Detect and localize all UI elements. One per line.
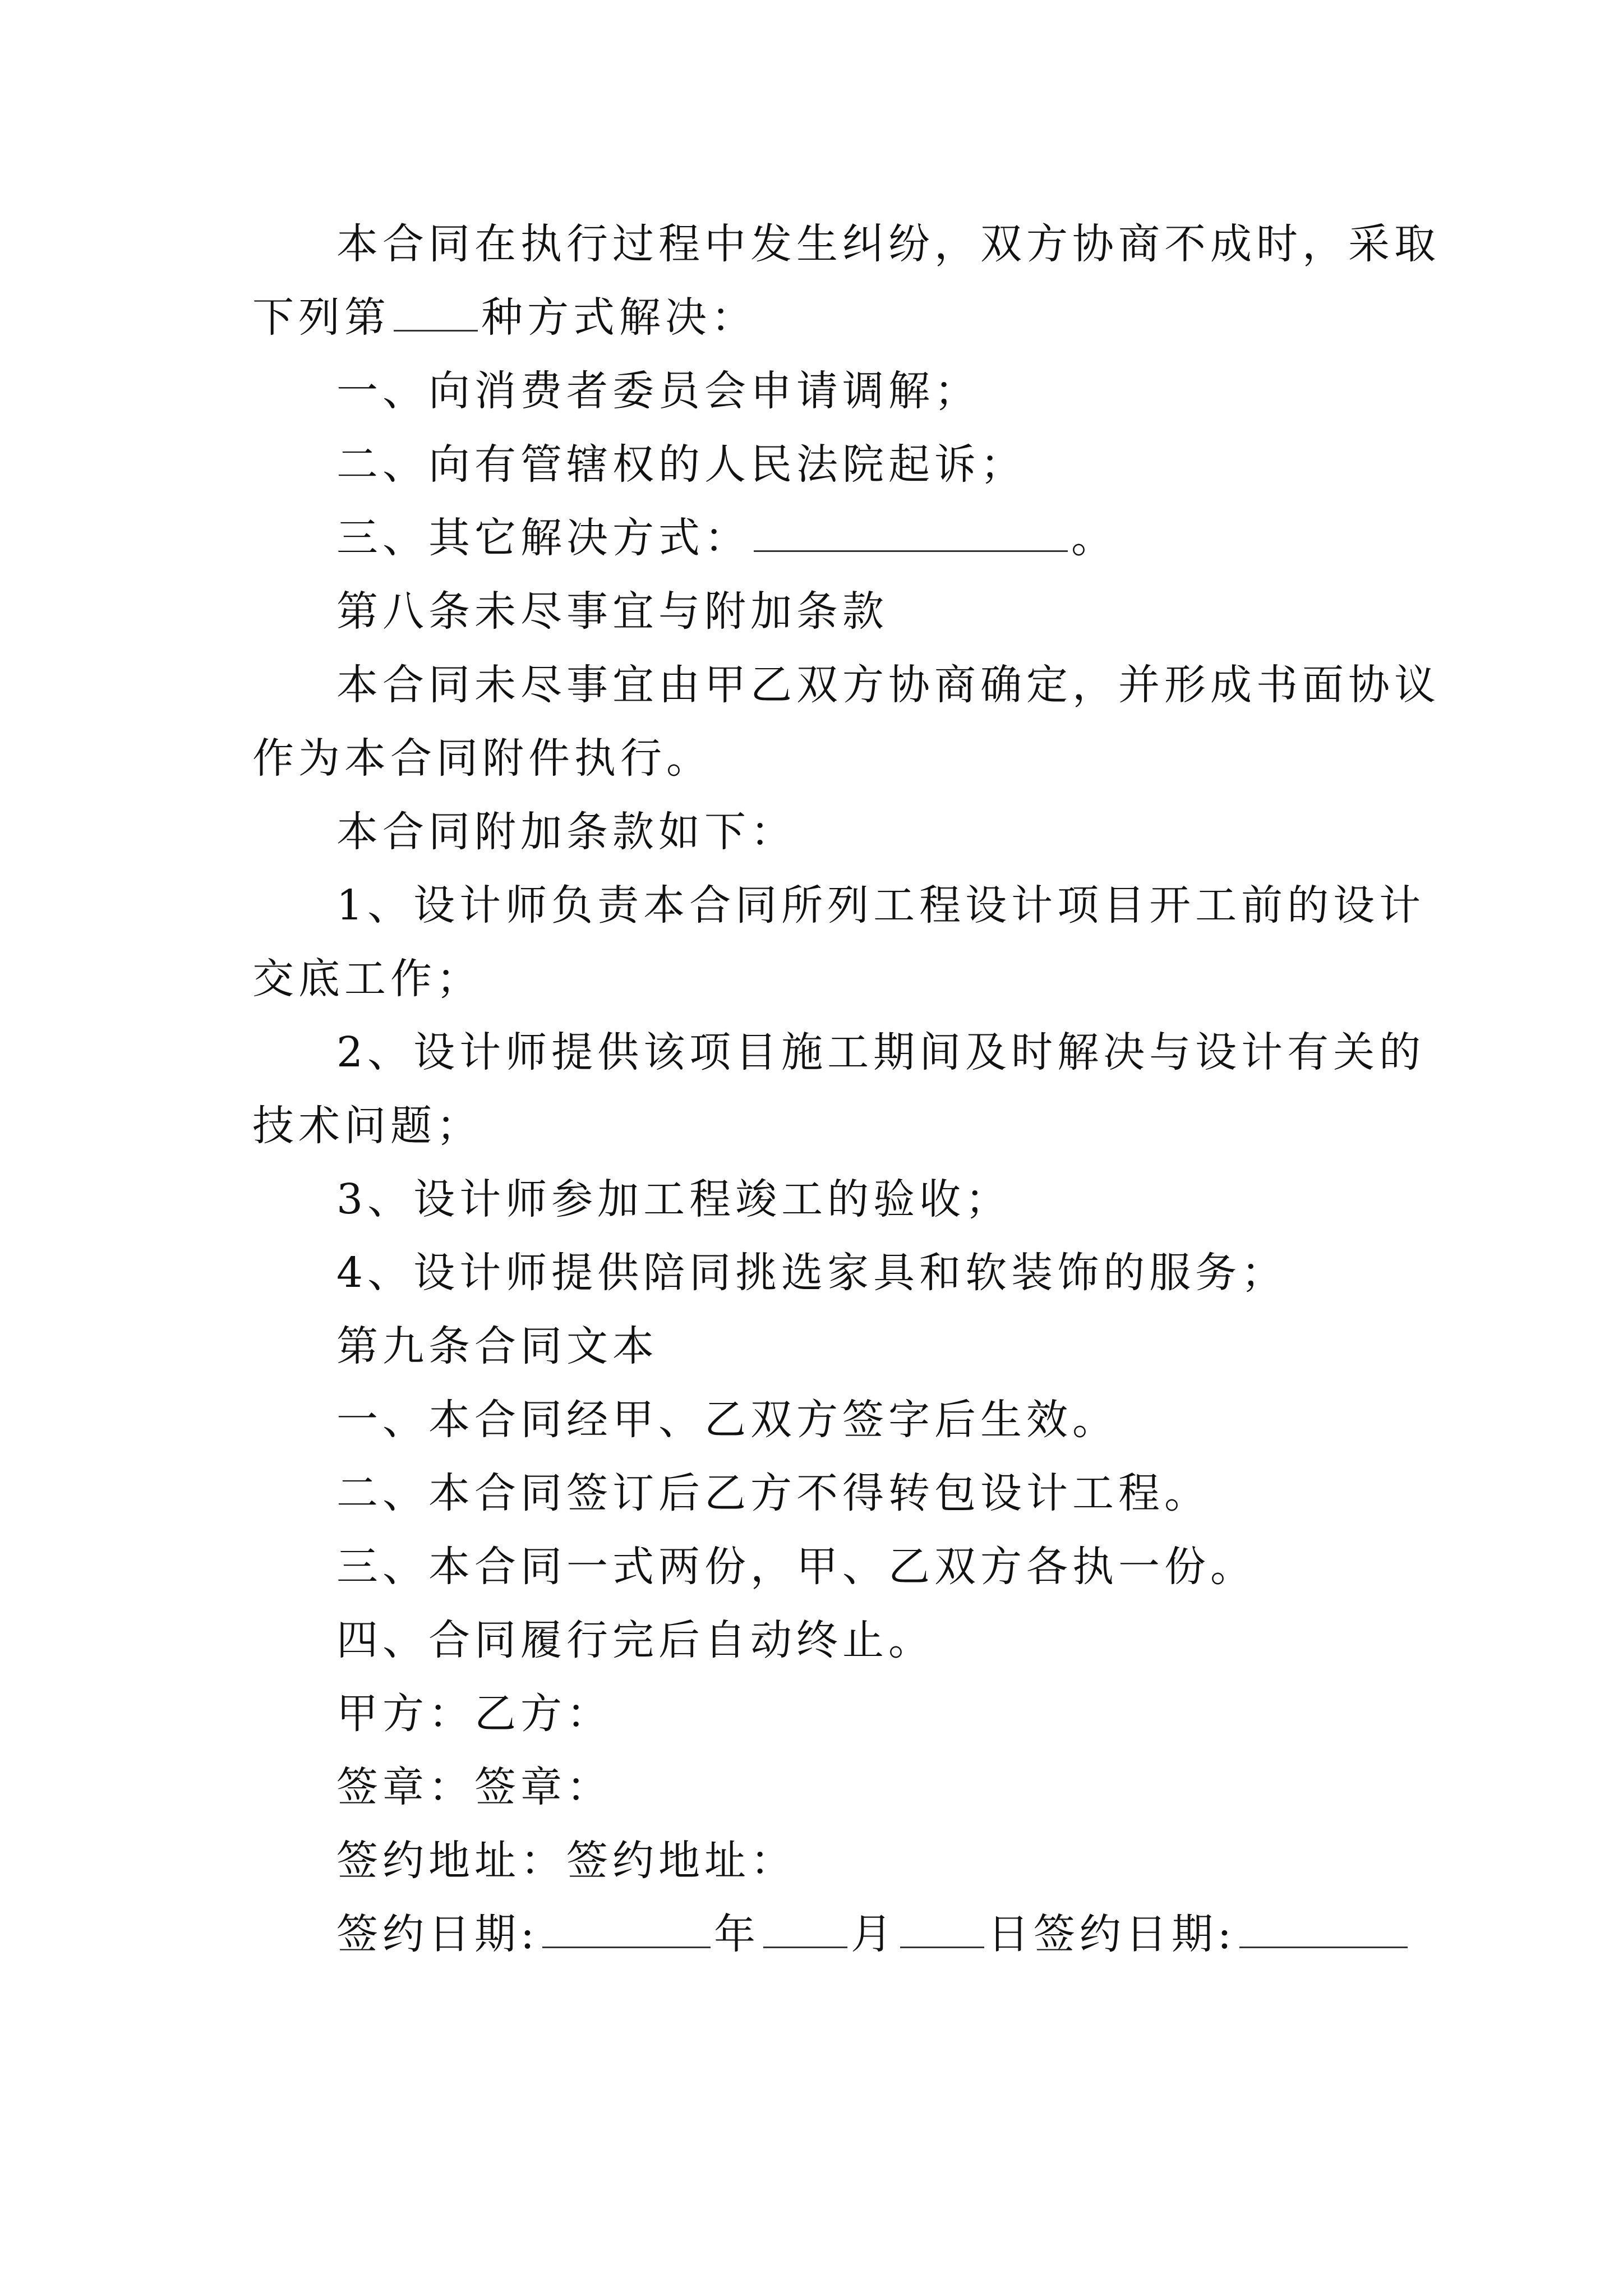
dispute-text-prefix: 下列第 xyxy=(252,293,390,342)
seal-line: 签章：签章： xyxy=(336,1763,612,1811)
clause-2-line1: 2、设计师提供该项目施工期间及时解决与设计有关的 xyxy=(336,1028,1426,1076)
year-label: 年 xyxy=(713,1910,760,1958)
article9-item-1: 一、本合同经甲、乙双方签字后生效。 xyxy=(336,1396,1118,1444)
dispute-option-3-end: 。 xyxy=(1071,514,1117,562)
article9-item-4: 四、合同履行完后自动终止。 xyxy=(336,1616,934,1664)
party-line: 甲方：乙方： xyxy=(336,1690,612,1738)
clause-4: 4、设计师提供陪同挑选家具和软装饰的服务； xyxy=(336,1249,1288,1297)
dispute-option-3 xyxy=(252,501,1388,575)
second-date-blank xyxy=(1239,1904,1408,1948)
day-blank xyxy=(900,1904,984,1948)
dispute-option-3-label: 三、其它解决方式： xyxy=(336,514,750,562)
signing-date-line xyxy=(252,1898,1388,1971)
day-and-second-date-label: 日签约日期: xyxy=(987,1910,1236,1958)
year-blank xyxy=(542,1904,711,1948)
article8-paragraph-line1: 本合同未尽事宜由甲乙双方协商确定，并形成书面协议 xyxy=(336,661,1440,709)
month-label: 月 xyxy=(850,1910,897,1958)
article8-paragraph-line2: 作为本合同附件执行。 xyxy=(252,734,712,783)
other-method-blank xyxy=(754,508,1068,552)
article9-item-3: 三、本合同一式两份，甲、乙双方各执一份。 xyxy=(336,1543,1256,1591)
month-blank xyxy=(763,1904,847,1948)
address-line: 签约地址：签约地址： xyxy=(336,1837,796,1885)
additional-terms-intro: 本合同附加条款如下： xyxy=(336,808,796,856)
dispute-paragraph-line1: 本合同在执行过程中发生纠纷，双方协商不成时，采取 xyxy=(336,220,1440,268)
clause-2-line2: 技术问题； xyxy=(252,1102,482,1150)
article9-title: 第九条合同文本 xyxy=(336,1322,658,1370)
article8-title: 第八条未尽事宜与附加条款 xyxy=(336,587,888,636)
clause-3: 3、设计师参加工程竣工的验收； xyxy=(336,1175,1012,1223)
clause-1-line1: 1、设计师负责本合同所列工程设计项目开工前的设计 xyxy=(336,881,1426,930)
clause-1-line2: 交底工作； xyxy=(252,955,482,1003)
dispute-option-2: 二、向有管辖权的人民法院起诉； xyxy=(336,440,1026,489)
document-body xyxy=(252,208,1440,1971)
dispute-text-suffix: 种方式解决： xyxy=(481,293,757,342)
dispute-paragraph-line2 xyxy=(252,281,1388,355)
signing-date-label: 签约日期: xyxy=(336,1910,539,1958)
article9-item-2: 二、本合同签订后乙方不得转包设计工程。 xyxy=(336,1469,1210,1517)
method-number-blank xyxy=(394,287,478,332)
dispute-option-1: 一、向消费者委员会申请调解； xyxy=(336,367,980,415)
